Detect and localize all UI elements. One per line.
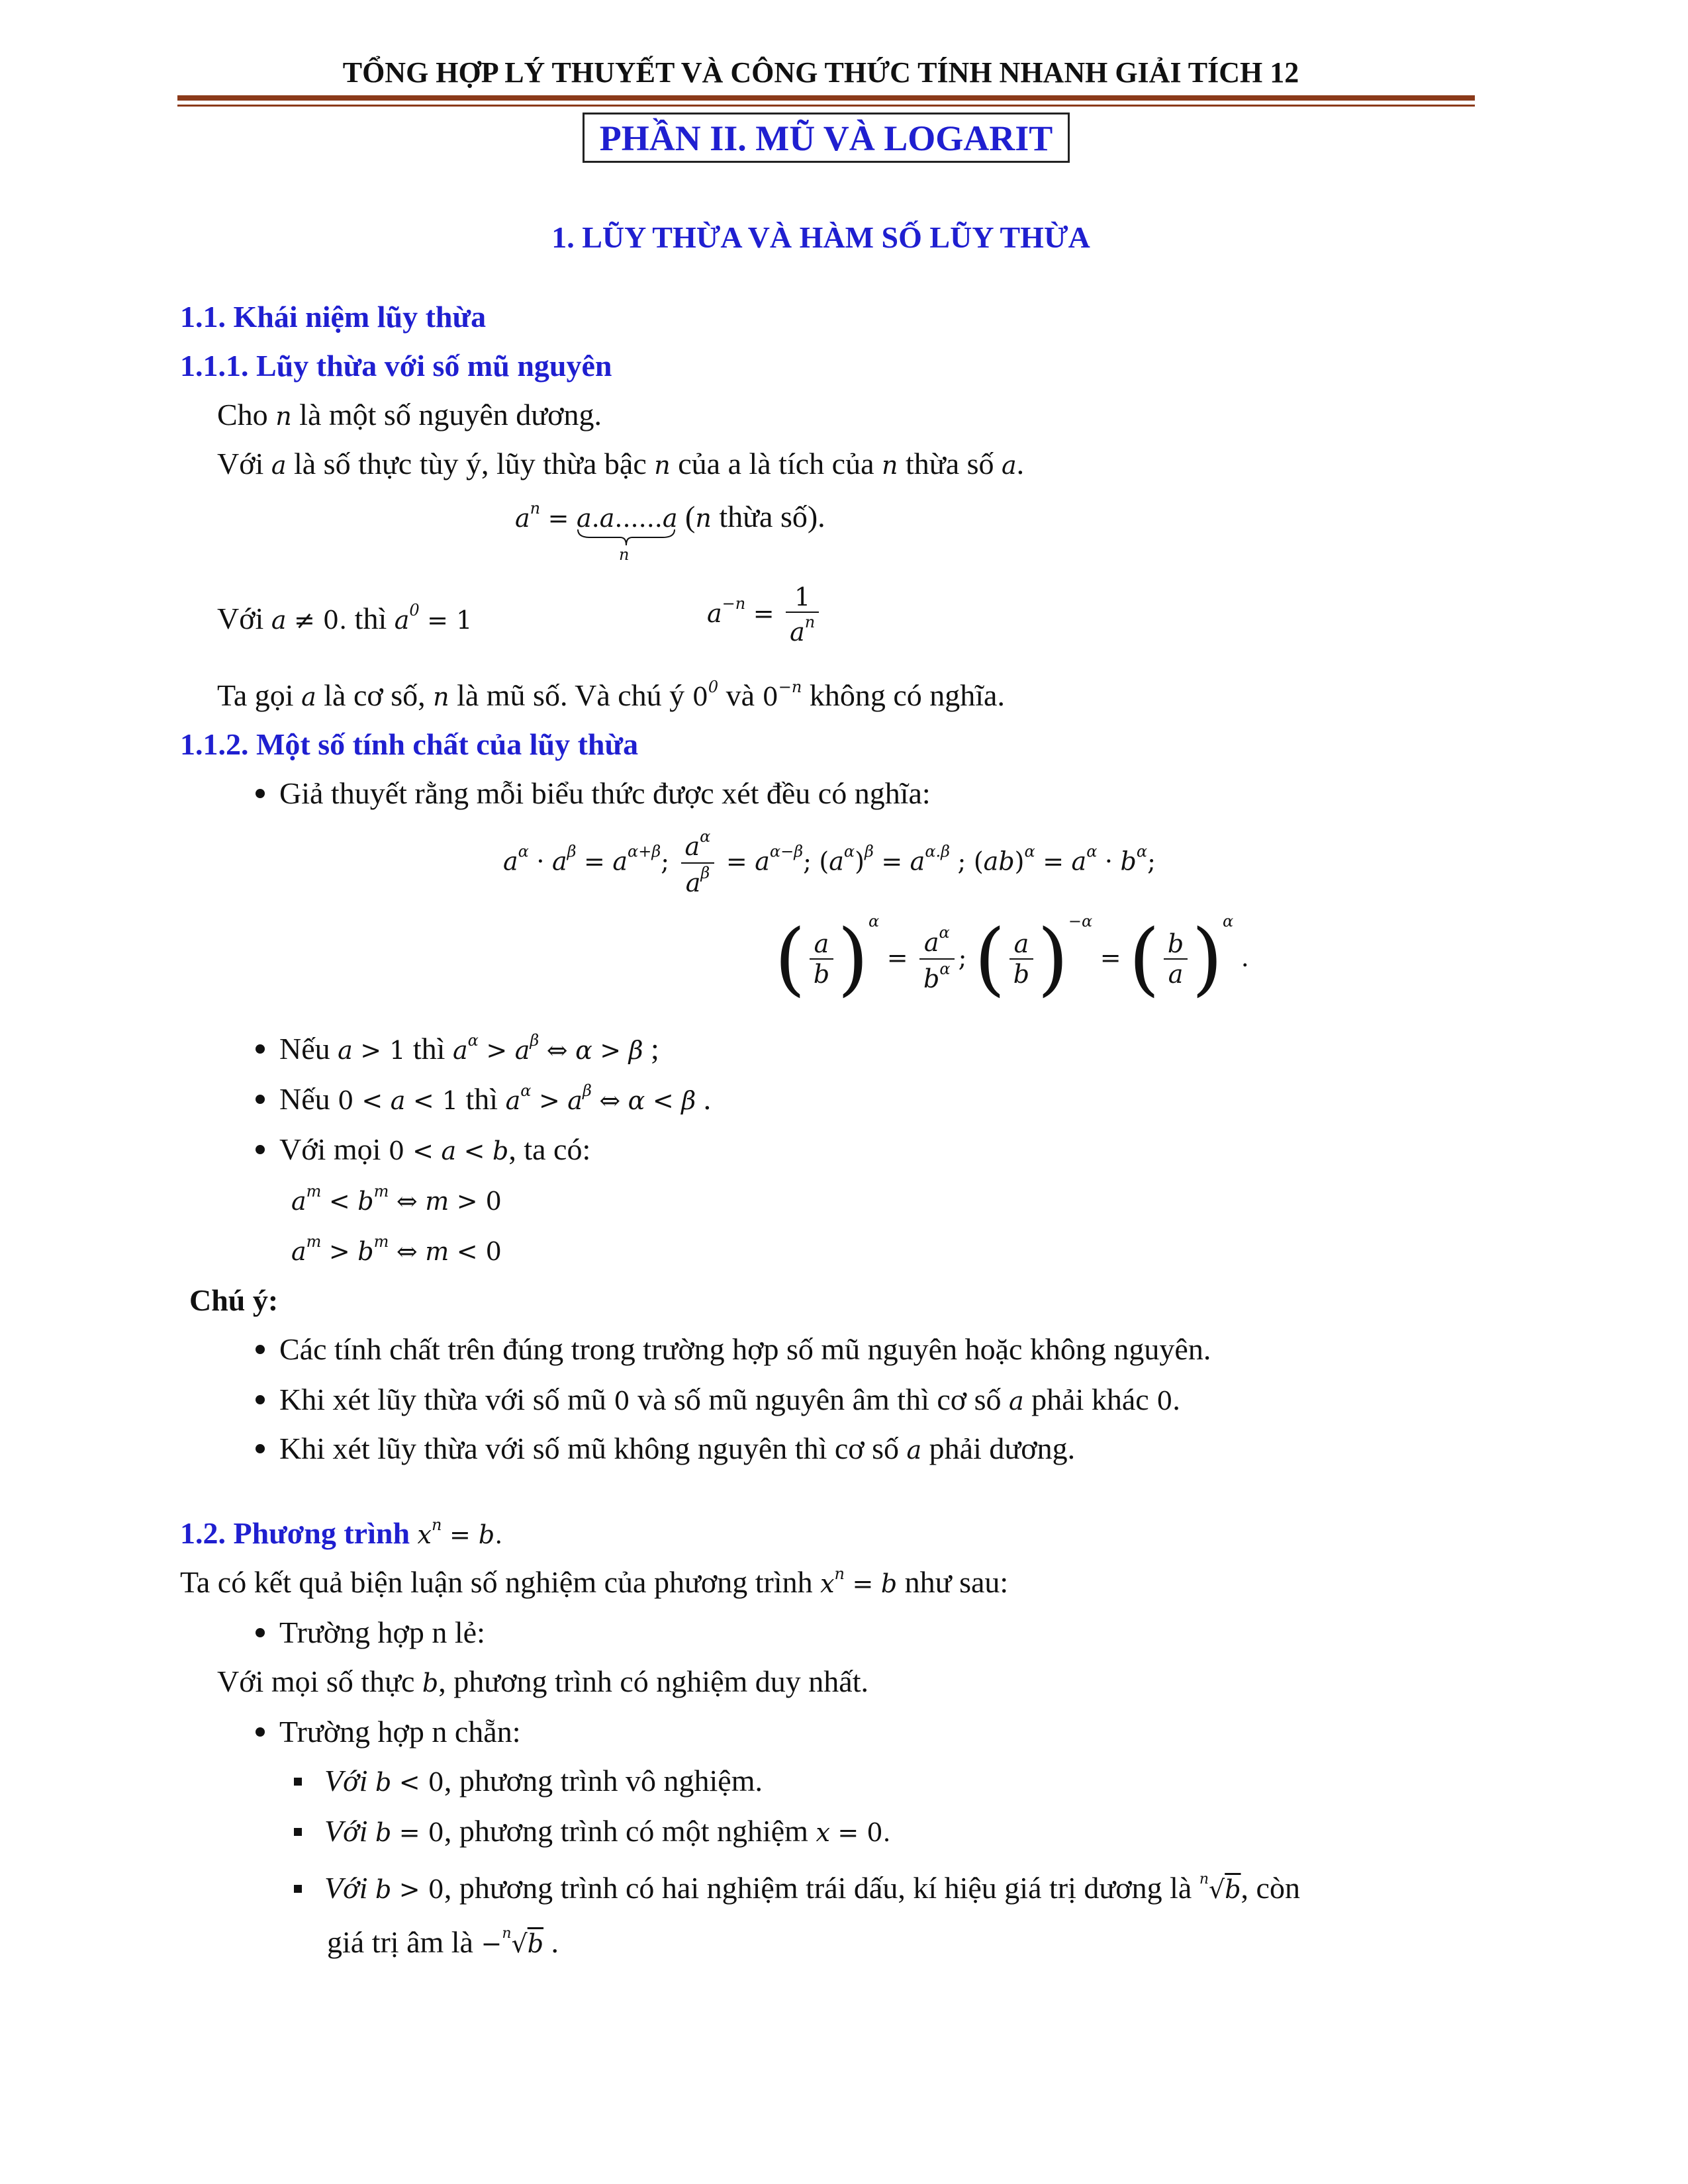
header-rule-thick <box>177 95 1475 101</box>
formula-properties-row1: $a^\alpha \cdot a^\beta = a^{\alpha+\beta}$; $\frac{a^\alpha}{a^\beta}$ = $a^{\alpha-\beta}$; $(a^\alpha)^\beta = a^{\alpha.\beta}$ ; $(ab)^\alpha = a^\alpha \cdot b^\alpha$; <box>503 827 1156 897</box>
note-item-3: Khi xét lũy thừa với số mũ không nguyên thì cơ số a phải dương. <box>256 1431 1075 1466</box>
formula-negative-exponent: $a^{-n}$ = $\frac{1}{a^n}$ <box>707 582 823 648</box>
bullet-compare-bases: Với mọi 0 < a < b, ta có: <box>256 1132 590 1167</box>
even-case-negative-root: giá trị âm là −$^n$√b . <box>327 1925 559 1959</box>
bullet-base-greater-one: Nếu a > 1 thì $a^\alpha > a^\beta$ ⇔ α > β ; <box>256 1031 659 1066</box>
formula-compare-positive: $a^m < b^m$ ⇔ m > 0 <box>291 1182 502 1216</box>
bullet-assumption: Giả thuyết rằng mỗi biểu thức được xét đều có nghĩa: <box>256 776 931 811</box>
paragraph-n-odd-result: Với mọi số thực b, phương trình có nghiệm duy nhất. <box>217 1664 868 1698</box>
note-title: Chú ý: <box>189 1283 279 1317</box>
paragraph-zero-exponent: Với a ≠ 0. thì $a^0 = 1$ <box>217 601 473 635</box>
section-1-title: 1. LŨY THỪA VÀ HÀM SỐ LŨY THỪA <box>551 220 1090 254</box>
even-case-b-zero: Với b = 0, phương trình có một nghiệm x = 0. <box>294 1813 891 1848</box>
part-title: PHẦN II. MŨ VÀ LOGARIT <box>583 113 1070 163</box>
section-1-1-title: 1.1. Khái niệm lũy thừa <box>180 300 487 334</box>
note-item-1: Các tính chất trên đúng trong trường hợp số mũ nguyên hoặc không nguyên. <box>256 1332 1211 1367</box>
formula-power-definition: $a^n = a.a......a$ n (n thừa số). <box>515 499 825 564</box>
paragraph-equation-intro: Ta có kết quả biện luận số nghiệm của phương trình $x^n = b$ như sau: <box>180 1565 1009 1599</box>
section-1-1-2-title: 1.1.2. Một số tính chất của lũy thừa <box>180 727 639 761</box>
section-1-1-1-title: 1.1.1. Lũy thừa với số mũ nguyên <box>180 349 612 383</box>
formula-properties-row2: ( $\frac{a}{b}$ )$^\alpha$ = $\frac{a^\alpha}{b^\alpha}$ ; ( $\frac{a}{b}$ )$^{-\alpha}$ = ( $\frac{b}{a}$ )$^\alpha$ . <box>774 912 1249 1005</box>
paragraph-def-power: Với a là số thực tùy ý, lũy thừa bậc n của a là tích của n thừa số a. <box>217 447 1025 480</box>
page-header-title: TỔNG HỢP LÝ THUYẾT VÀ CÔNG THỨC TÍNH NHANH GIẢI TÍCH 12 <box>342 56 1299 89</box>
formula-compare-negative: $a^m > b^m$ ⇔ m < 0 <box>291 1232 502 1266</box>
section-1-2-title: 1.2. Phương trình $x^n = b$. <box>180 1516 503 1550</box>
paragraph-base-exponent: Ta gọi a là cơ số, n là mũ số. Và chú ý $0^0$ và $0^{-n}$ không có nghĩa. <box>217 678 1005 712</box>
header-rule-thin <box>177 105 1475 107</box>
even-case-b-negative: Với b < 0, phương trình vô nghiệm. <box>294 1763 763 1798</box>
bullet-base-between-zero-one: Nếu 0 < a < 1 thì $a^\alpha > a^\beta$ ⇔ α < β . <box>256 1081 711 1116</box>
bullet-n-even: Trường hợp n chẵn: <box>256 1714 521 1749</box>
paragraph-def-n: Cho n là một số nguyên dương. <box>217 398 602 432</box>
bullet-n-odd: Trường hợp n lẻ: <box>256 1615 485 1650</box>
even-case-b-positive: Với b > 0, phương trình có hai nghiệm trái dấu, kí hiệu giá trị dương là $^n$√b, còn <box>294 1870 1300 1905</box>
note-item-2: Khi xét lũy thừa với số mũ 0 và số mũ nguyên âm thì cơ số a phải khác 0. <box>256 1382 1180 1417</box>
